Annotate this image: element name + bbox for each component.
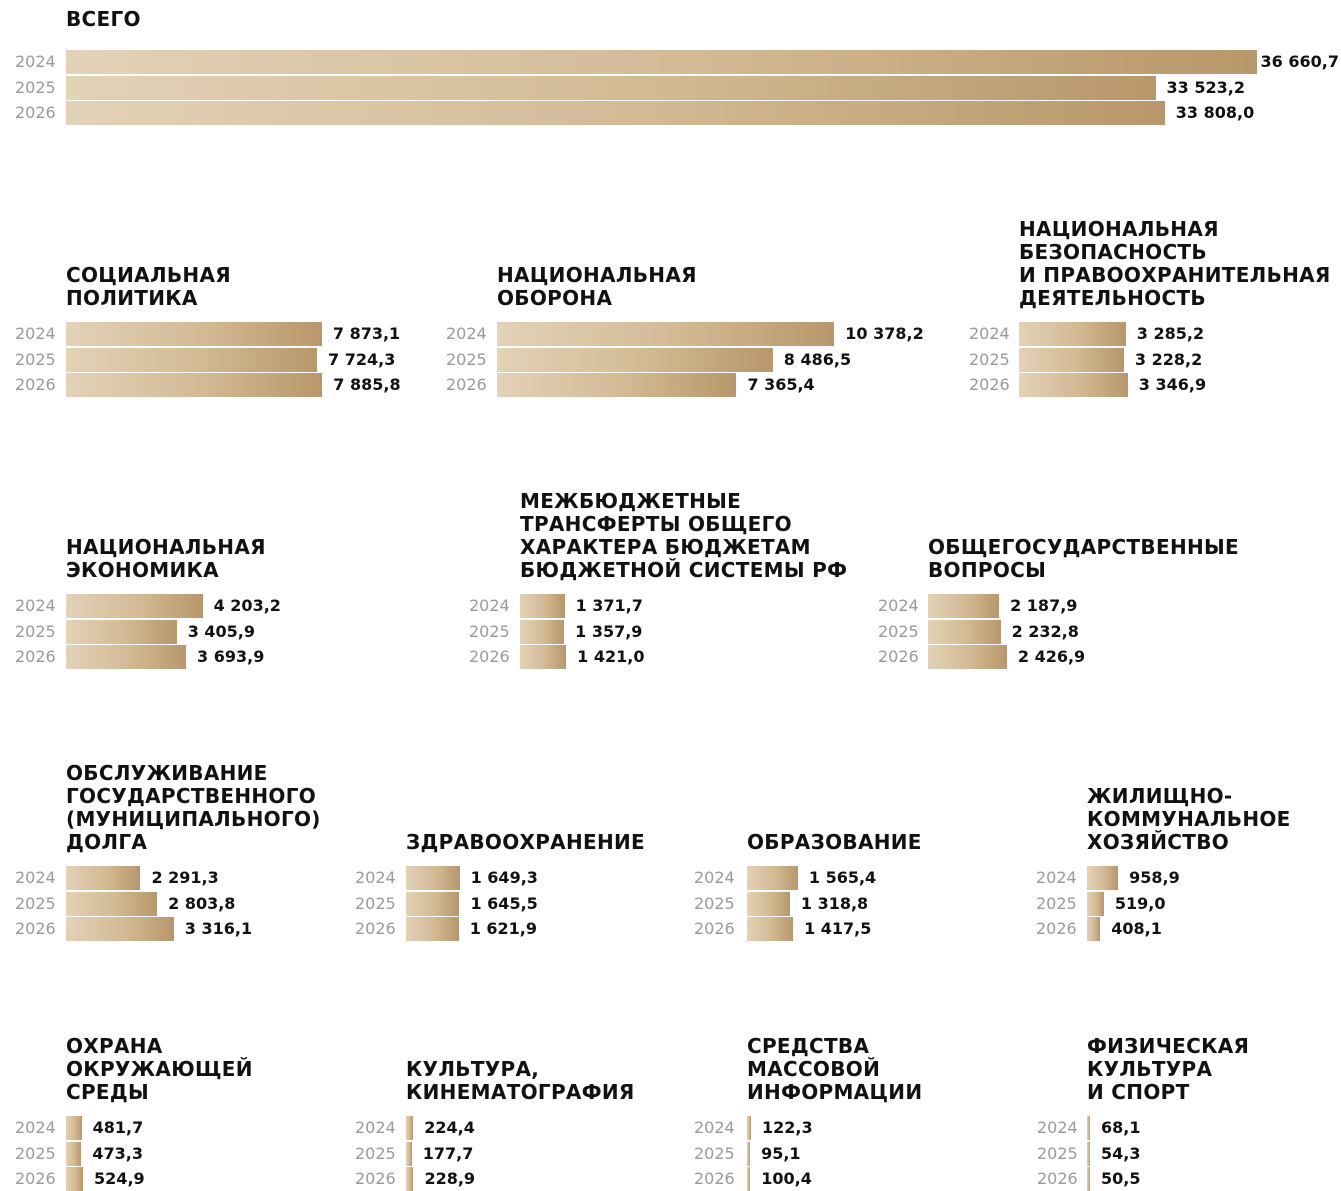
bar (66, 594, 203, 618)
chart-title-line: ОКРУЖАЮЩЕЙ (66, 1057, 253, 1081)
chart-title-line: ОБОРОНА (497, 286, 613, 310)
chart-title-line: ВСЕГО (66, 7, 141, 31)
chart-title-line: НАЦИОНАЛЬНАЯ (497, 263, 697, 287)
chart-title-line: ОБЩЕГОСУДАРСТВЕННЫЕ (928, 535, 1240, 559)
bar (747, 917, 793, 941)
year-tick-label: 2025 (1036, 893, 1077, 913)
bar (406, 892, 459, 916)
bar-value-label: 473,3 (92, 1143, 143, 1163)
chart-title-line: ФИЗИЧЕСКАЯ (1087, 1034, 1250, 1058)
year-tick-label: 2026 (694, 1169, 735, 1189)
chart-title-line: ОБСЛУЖИВАНИЕ (66, 761, 268, 785)
bar (928, 594, 999, 618)
chart-title-line: ЗДРАВООХРАНЕНИЕ (406, 830, 646, 854)
chart-title-line: СРЕДЫ (66, 1080, 150, 1104)
bar-value-label: 7 885,8 (333, 375, 401, 395)
bar-value-label: 228,9 (424, 1169, 476, 1189)
year-tick-label: 2026 (355, 919, 396, 939)
chart-title-line: ГОСУДАРСТВЕННОГО (66, 784, 317, 808)
year-tick-label: 2024 (694, 1118, 735, 1137)
bar-value-label: 177,7 (422, 1143, 474, 1163)
year-tick-label: 2025 (878, 621, 919, 641)
bar-value-label: 3 405,9 (187, 621, 255, 641)
bar-value-label: 2 803,8 (168, 893, 236, 913)
bar-value-label: 54,3 (1101, 1143, 1141, 1163)
bar (1087, 917, 1100, 941)
year-tick-label: 2025 (15, 1143, 56, 1163)
bar-value-label: 1 357,9 (575, 621, 643, 641)
chart-title (1087, 1035, 1249, 1104)
bar (1019, 348, 1124, 372)
year-tick-label: 2026 (15, 647, 56, 667)
year-tick-label: 2025 (469, 621, 510, 641)
chart-title-line: ДОЛГА (66, 830, 148, 854)
year-tick-label: 2024 (878, 596, 919, 615)
bar (497, 322, 834, 346)
bar-value-label: 524,9 (94, 1169, 145, 1189)
bar-value-label: 3 346,9 (1138, 375, 1207, 395)
bar (66, 1167, 83, 1191)
year-tick-label: 2025 (694, 1143, 735, 1163)
chart-title-line: КОММУНАЛЬНОЕ (1087, 807, 1291, 831)
year-tick-label: 2026 (15, 919, 56, 939)
bar (520, 594, 565, 618)
year-tick-label: 2025 (694, 893, 735, 913)
year-tick-label: 2026 (15, 1169, 56, 1189)
chart-title-line: СРЕДСТВА (747, 1034, 870, 1058)
bar (66, 645, 186, 669)
bar (1019, 322, 1126, 346)
bar (1087, 892, 1104, 916)
bar (1019, 373, 1128, 397)
chart-title-line: КУЛЬТУРА, (406, 1057, 540, 1081)
year-tick-label: 2024 (1037, 1118, 1078, 1137)
bar-value-label: 1 417,5 (804, 919, 872, 939)
bar (1087, 866, 1118, 890)
chart-title-line: ПОЛИТИКА (66, 286, 198, 310)
chart-title (747, 831, 922, 854)
chart-title (1019, 218, 1331, 310)
bar-value-label: 3 693,9 (197, 647, 265, 667)
year-tick-label: 2026 (469, 647, 510, 667)
bar (66, 101, 1165, 125)
year-tick-label: 2026 (694, 919, 735, 939)
bar-value-label: 224,4 (424, 1118, 475, 1137)
chart-title (928, 536, 1239, 582)
year-tick-label: 2025 (15, 621, 56, 641)
year-tick-label: 2026 (878, 647, 919, 667)
bar (1087, 1116, 1090, 1140)
chart-title-line: ХОЗЯЙСТВО (1087, 830, 1230, 854)
year-tick-label: 2024 (15, 52, 56, 71)
chart-title (66, 1035, 253, 1104)
bar (406, 1116, 413, 1140)
bar (66, 917, 174, 941)
bar (66, 322, 322, 346)
year-tick-label: 2025 (355, 1143, 396, 1163)
bar (66, 348, 317, 372)
chart-title-line: И СПОРТ (1087, 1080, 1190, 1104)
year-tick-label: 2025 (1037, 1143, 1078, 1163)
bar-value-label: 2 426,9 (1017, 647, 1086, 667)
bar-value-label: 1 645,5 (470, 893, 538, 913)
bar (406, 1142, 412, 1166)
chart-title-line: КИНЕМАТОГРАФИЯ (406, 1080, 635, 1104)
chart-title (406, 1058, 635, 1104)
year-tick-label: 2024 (969, 324, 1010, 343)
chart-title (66, 762, 321, 854)
year-tick-label: 2024 (469, 596, 510, 615)
year-tick-label: 2024 (446, 324, 487, 343)
bar (406, 1167, 413, 1191)
bar-value-label: 1 421,0 (577, 647, 645, 667)
chart-title-line: ТРАНСФЕРТЫ ОБЩЕГО (520, 512, 792, 536)
bar-value-label: 68,1 (1101, 1118, 1141, 1137)
bar-value-label: 122,3 (761, 1118, 813, 1137)
bar-value-label: 958,9 (1129, 868, 1180, 887)
chart-title-line: ЖИЛИЩНО- (1087, 784, 1233, 808)
year-tick-label: 2024 (15, 596, 56, 615)
bar (406, 866, 460, 890)
year-tick-label: 2024 (355, 1118, 396, 1137)
bar-value-label: 7 873,1 (332, 324, 401, 343)
bar (66, 1142, 81, 1166)
year-tick-label: 2026 (1036, 919, 1077, 939)
chart-title-line: И ПРАВООХРАНИТЕЛЬНАЯ (1019, 263, 1331, 287)
bar-value-label: 95,1 (761, 1143, 801, 1163)
bar (520, 645, 566, 669)
bar (497, 373, 736, 397)
year-tick-label: 2026 (15, 103, 56, 123)
bar-value-label: 1 318,8 (800, 893, 869, 913)
bar-value-label: 4 203,2 (213, 596, 281, 615)
chart-title (520, 490, 847, 582)
year-tick-label: 2024 (694, 868, 735, 887)
year-tick-label: 2025 (355, 893, 396, 913)
bar (1087, 1167, 1090, 1191)
chart-title-line: НАЦИОНАЛЬНАЯ (66, 535, 266, 559)
chart-title-line: ЭКОНОМИКА (66, 558, 219, 582)
bar-value-label: 2 232,8 (1011, 621, 1079, 641)
bar-value-label: 3 316,1 (184, 919, 253, 939)
year-tick-label: 2024 (15, 324, 56, 343)
year-tick-label: 2025 (446, 349, 487, 369)
year-tick-label: 2024 (355, 868, 396, 887)
chart-title-line: ОХРАНА (66, 1034, 163, 1058)
chart-title-line: БЮДЖЕТНОЙ СИСТЕМЫ РФ (520, 558, 848, 582)
bar (66, 1116, 82, 1140)
bar (66, 373, 322, 397)
bar (747, 1167, 750, 1191)
chart-title-line: ДЕЯТЕЛЬНОСТЬ (1019, 286, 1206, 310)
chart-title-line: ХАРАКТЕРА БЮДЖЕТАМ (520, 535, 811, 559)
bar-value-label: 2 187,9 (1010, 596, 1078, 615)
bar-value-label: 3 285,2 (1136, 324, 1205, 343)
chart-title-line: МЕЖБЮДЖЕТНЫЕ (520, 489, 742, 513)
bar-value-label: 100,4 (761, 1169, 812, 1189)
chart-title (1087, 785, 1291, 854)
bar-value-label: 7 724,3 (328, 349, 396, 369)
year-tick-label: 2025 (969, 349, 1010, 369)
bar (66, 620, 177, 644)
year-tick-label: 2024 (1036, 868, 1077, 887)
chart-title-line: ВОПРОСЫ (928, 558, 1047, 582)
bar-value-label: 33 808,0 (1175, 103, 1255, 123)
bar-value-label: 1 649,3 (470, 868, 538, 887)
bar (66, 892, 157, 916)
chart-title (406, 831, 645, 854)
chart-title-line: ИНФОРМАЦИИ (747, 1080, 923, 1104)
chart-title-line: МАССОВОЙ (747, 1057, 881, 1081)
year-tick-label: 2024 (15, 868, 56, 887)
chart-title-line: СОЦИАЛЬНАЯ (66, 263, 231, 287)
bar-value-label: 3 228,2 (1134, 349, 1203, 369)
chart-title (66, 264, 231, 310)
bar (66, 76, 1156, 100)
bar-value-label: 8 486,5 (783, 349, 852, 369)
bar (747, 866, 798, 890)
year-tick-label: 2025 (15, 893, 56, 913)
bar-value-label: 481,7 (92, 1118, 144, 1137)
bar-value-label: 408,1 (1111, 919, 1162, 939)
bar (928, 620, 1001, 644)
year-tick-label: 2026 (15, 375, 56, 395)
year-tick-label: 2026 (355, 1169, 396, 1189)
chart-title-line: КУЛЬТУРА (1087, 1057, 1213, 1081)
bar (66, 50, 1257, 74)
bar-value-label: 36 660,7 (1260, 52, 1339, 71)
bar (406, 917, 459, 941)
year-tick-label: 2024 (15, 1118, 56, 1137)
year-tick-label: 2025 (15, 349, 56, 369)
bar-value-label: 7 365,4 (747, 375, 815, 395)
chart-title-line: ОБРАЗОВАНИЕ (747, 830, 922, 854)
bar (747, 892, 790, 916)
bar (497, 348, 773, 372)
bar (520, 620, 564, 644)
bar-value-label: 519,0 (1114, 893, 1166, 913)
chart-title-line: НАЦИОНАЛЬНАЯ (1019, 217, 1219, 241)
chart-title (66, 8, 141, 31)
bar-value-label: 2 291,3 (151, 868, 219, 887)
year-tick-label: 2025 (15, 77, 56, 97)
bar-value-label: 33 523,2 (1166, 77, 1245, 97)
chart-title (497, 264, 697, 310)
bar-value-label: 1 621,9 (469, 919, 538, 939)
chart-title (747, 1035, 922, 1104)
chart-title (66, 536, 266, 582)
bar (928, 645, 1007, 669)
bar-value-label: 50,5 (1101, 1169, 1141, 1189)
chart-title-line: БЕЗОПАСНОСТЬ (1019, 240, 1207, 264)
year-tick-label: 2026 (446, 375, 487, 395)
bar-value-label: 10 378,2 (845, 324, 924, 343)
year-tick-label: 2026 (969, 375, 1010, 395)
bar-value-label: 1 371,7 (575, 596, 643, 615)
bar-value-label: 1 565,4 (808, 868, 877, 887)
bar (747, 1116, 751, 1140)
bar (747, 1142, 750, 1166)
chart-title-line: (МУНИЦИПАЛЬНОГО) (66, 807, 321, 831)
bar (66, 866, 140, 890)
bar (1087, 1142, 1090, 1166)
year-tick-label: 2026 (1037, 1169, 1078, 1189)
